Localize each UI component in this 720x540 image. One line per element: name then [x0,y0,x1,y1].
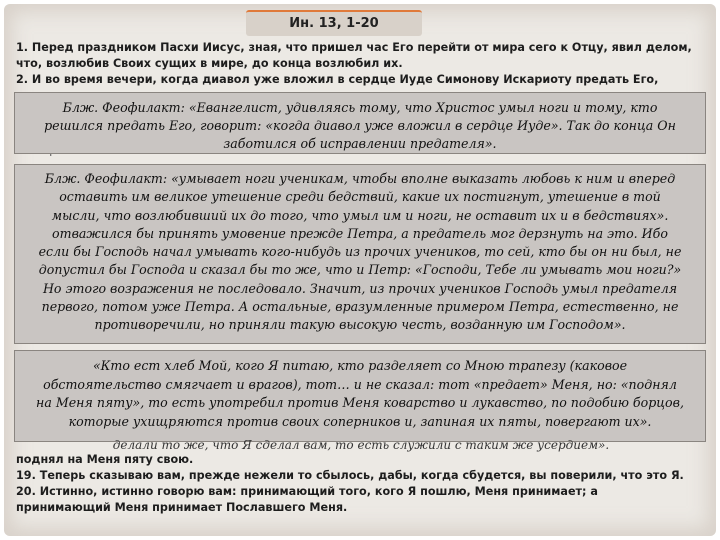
verse-line: 19. Теперь сказываю вам, прежде нежели то сбылось, дабы, когда сбудется, вы поверили, что это Я. [16,469,684,482]
verse-line: 20. Истинно, истинно говорю вам: принимающий того, кого Я пошлю, Меня принимает; а [16,485,598,498]
commentary-line: Но этого возражения не последовало. Значит, из прочих учеников Господь умыл предателя [42,280,678,296]
commentary-line: обстоятельство смягчает и врагов), тот… и не сказал: тот «предает» Меня, но: «поднял [43,376,677,392]
hidden-text-fragment: делали то же, что Я сделал вам, то есть служили с таким же усердием». [112,438,610,452]
verse-line: поднял на Меня пяту свою. [16,453,194,466]
commentary-line: на Меня пяту», то есть употребил против Меня коварство и лукавство, по подобию борцов, [36,395,684,410]
commentary-overlay-2 [14,164,706,344]
commentary-line: если бы Господь начал умывать кого-нибудь из прочих учеников, то сей, кто бы он ни был, не [38,244,682,260]
verses-bottom [16,452,706,516]
slide-title: Ин. 13, 1-20 [246,10,422,36]
commentary-line: «Кто ест хлеб Мой, кого Я питаю, кто разделяет со Мною трапезу (каковое [92,358,628,373]
commentary-line: допустил бы Господа и сказал бы то же, что и Петр: «Господи, Тебе ли умывать мои ноги?» [38,262,682,278]
commentary-line: Блж. Феофилакт: «Евангелист, удивляясь тому, что Христос умыл ноги и тому, кто [62,100,658,115]
verse-line: принимающий Меня принимает Пославшего Меня. [16,501,348,514]
commentary-line: заботился об исправлении предателя». [223,136,497,151]
commentary-line: которые ухищряются против своих соперников и, запиная их пяты, повергают их». [68,413,652,429]
commentary-overlay-1 [14,92,706,154]
verses-top [16,40,706,88]
commentary-line: противоречили, но приняли такую высокую честь, возданную им Господом». [94,317,626,333]
commentary-line: оставить им великое утешение среди бедствий, какие их постигнут, утешение в той [59,189,661,205]
verse-line: 2. И во время вечери, когда диавол уже вложил в сердце Иуде Симонову Искариоту предать Его, [16,73,659,86]
commentary-line: первого, потом уже Петра. А остальные, вразумленные примером Петра, естественно, не [41,299,679,315]
commentary-line: мысли, что возлюбивший их до того, что умыл им и ноги, не оставит их и в бедствиях». [51,207,669,223]
verse-line: 1. Перед праздником Пасхи Иисус, зная, что пришел час Его перейти от мира сего к Отцу, явил делом, [16,41,692,54]
commentary-line: решился предать Его, говорит: «когда диавол уже вложил в сердце Иуде». Так до конца Он [44,118,676,133]
commentary-line: отважился бы принять умовение прежде Петра, а предатель мог дерзнуть на это. Ибо [52,225,668,241]
verse-line: что, возлюбив Своих сущих в мире, до конца возлюбил их. [16,57,403,70]
commentary-overlay-3 [14,350,706,442]
commentary-line: Блж. Феофилакт: «умывает ноги ученикам, чтобы вполне выказать любовь к ним и вперед [44,171,676,186]
